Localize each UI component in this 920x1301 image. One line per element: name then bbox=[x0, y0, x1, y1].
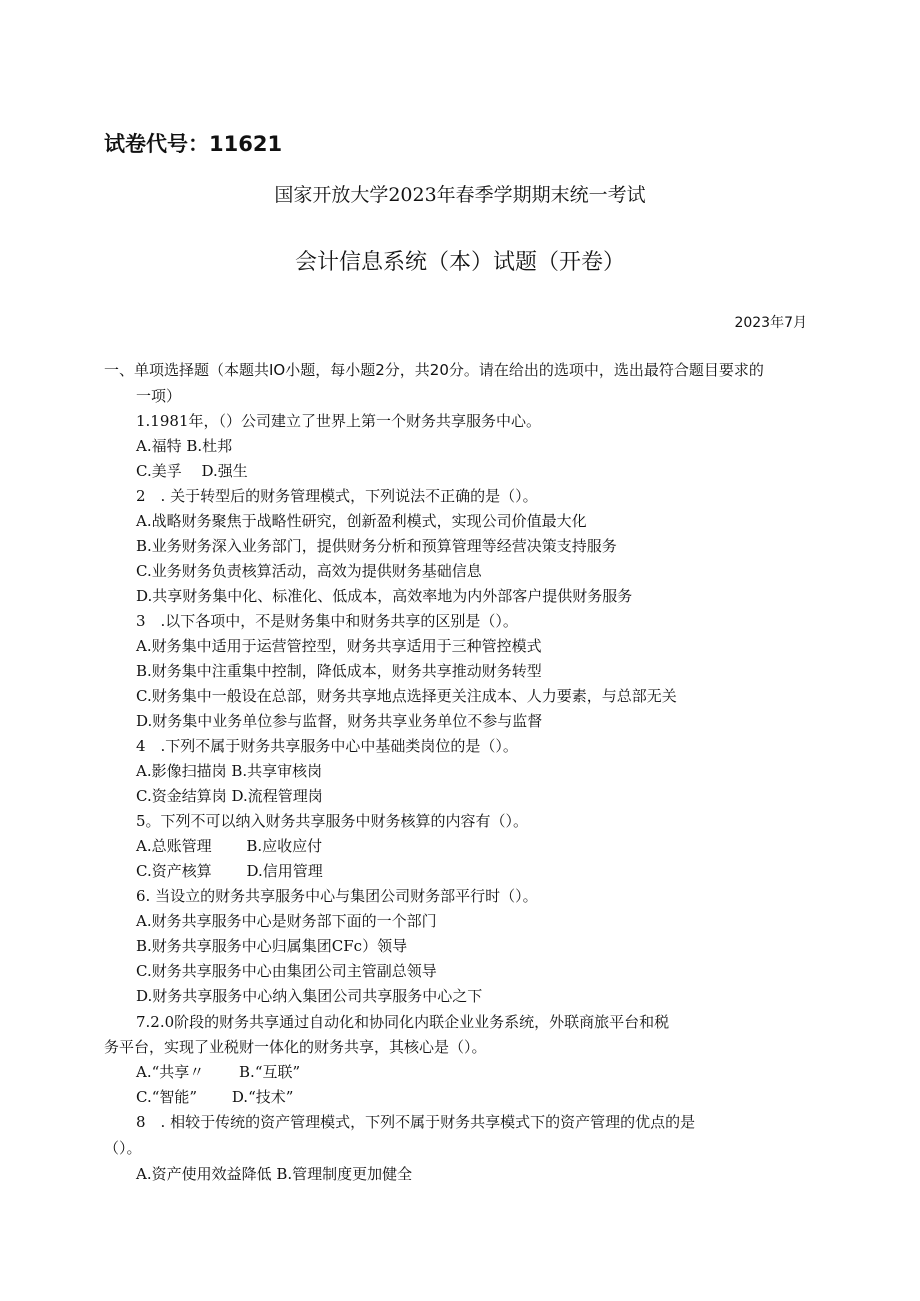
option-text: A.影像扫描岗 B.共享审核岗 bbox=[136, 762, 323, 780]
option-text: C.财务集中一般设在总部，财务共享地点选择更关注成本、人力要素，与总部无关 bbox=[136, 687, 677, 705]
exam-title: 国家开放大学2023年春季学期期末统一考试 bbox=[274, 184, 646, 206]
option-text: B.业务财务深入业务部门，提供财务分析和预算管理等经营决策支持服务 bbox=[136, 537, 617, 555]
section-heading-line1: 一、单项选择题（本题共IO小题，每小题2分，共20分。请在给出的选项中，选出最符合题目要求的 bbox=[104, 361, 764, 379]
section-heading-line2: 一项） bbox=[136, 387, 182, 405]
option-text: C.业务财务负责核算活动，高效为提供财务基础信息 bbox=[136, 562, 482, 580]
option-text: A.“共享〃 B.“互联” bbox=[136, 1063, 301, 1081]
option-text: A.资产使用效益降低 B.管理制度更加健全 bbox=[136, 1165, 413, 1183]
option-text: A.总账管理 B.应收应付 bbox=[136, 837, 323, 855]
question-text: 7.2.0阶段的财务共享通过自动化和协同化内联企业业务系统，外联商旅平台和税 bbox=[136, 1013, 670, 1031]
option-text: A.福特 B.杜邦 bbox=[136, 437, 233, 455]
question-text: 1.1981年，（）公司建立了世界上第一个财务共享服务中心。 bbox=[136, 412, 541, 430]
question-text: 2 . 关于转型后的财务管理模式，下列说法不正确的是（）。 bbox=[136, 487, 538, 505]
option-text: C.美孚 D.强生 bbox=[136, 462, 248, 480]
option-text: C.“智能” D.“技术” bbox=[136, 1088, 294, 1106]
question-text: 8 . 相较于传统的资产管理模式，下列不属于财务共享模式下的资产管理的优点的是 bbox=[136, 1113, 696, 1131]
question-text-continued: 务平台，实现了业税财一体化的财务共享，其核心是（）。 bbox=[104, 1038, 487, 1056]
question-text: 4 .下列不属于财务共享服务中心中基础类岗位的是（）。 bbox=[136, 737, 518, 755]
option-text: B.财务共享服务中心归属集团CFc）领导 bbox=[136, 937, 408, 955]
option-text: D.财务集中业务单位参与监督，财务共享业务单位不参与监督 bbox=[136, 712, 543, 730]
exam-code: 试卷代号：11621 bbox=[104, 132, 283, 156]
section-heading bbox=[104, 357, 824, 409]
option-text: D.共享财务集中化、标准化、低成本，高效率地为内外部客户提供财务服务 bbox=[136, 587, 633, 605]
option-text: D.财务共享服务中心纳入集团公司共享服务中心之下 bbox=[136, 987, 483, 1005]
question-text: 3 .以下各项中，不是财务集中和财务共享的区别是（）。 bbox=[136, 612, 518, 630]
subject-title: 会计信息系统（本）试题（开卷） bbox=[294, 250, 625, 275]
option-text: C.财务共享服务中心由集团公司主管副总领导 bbox=[136, 962, 437, 980]
option-text: A.财务共享服务中心是财务部下面的一个部门 bbox=[136, 912, 437, 930]
option-text: C.资金结算岗 D.流程管理岗 bbox=[136, 787, 323, 805]
exam-date: 2023年7月 bbox=[734, 315, 807, 331]
option-text: C.资产核算 D.信用管理 bbox=[136, 862, 323, 880]
option-text: A.战略财务聚焦于战略性研究，创新盈利模式，实现公司价值最大化 bbox=[136, 512, 587, 530]
question-text-continued: （）。 bbox=[104, 1139, 142, 1157]
question-text: 6. 当设立的财务共享服务中心与集团公司财务部平行时（）。 bbox=[136, 887, 538, 905]
option-text: B.财务集中注重集中控制，降低成本，财务共享推动财务转型 bbox=[136, 662, 542, 680]
option-text: A.财务集中适用于运营管控型，财务共享适用于三种管控模式 bbox=[136, 637, 542, 655]
question-text: 5。下列不可以纳入财务共享服务中财务核算的内容有（）。 bbox=[136, 812, 529, 830]
